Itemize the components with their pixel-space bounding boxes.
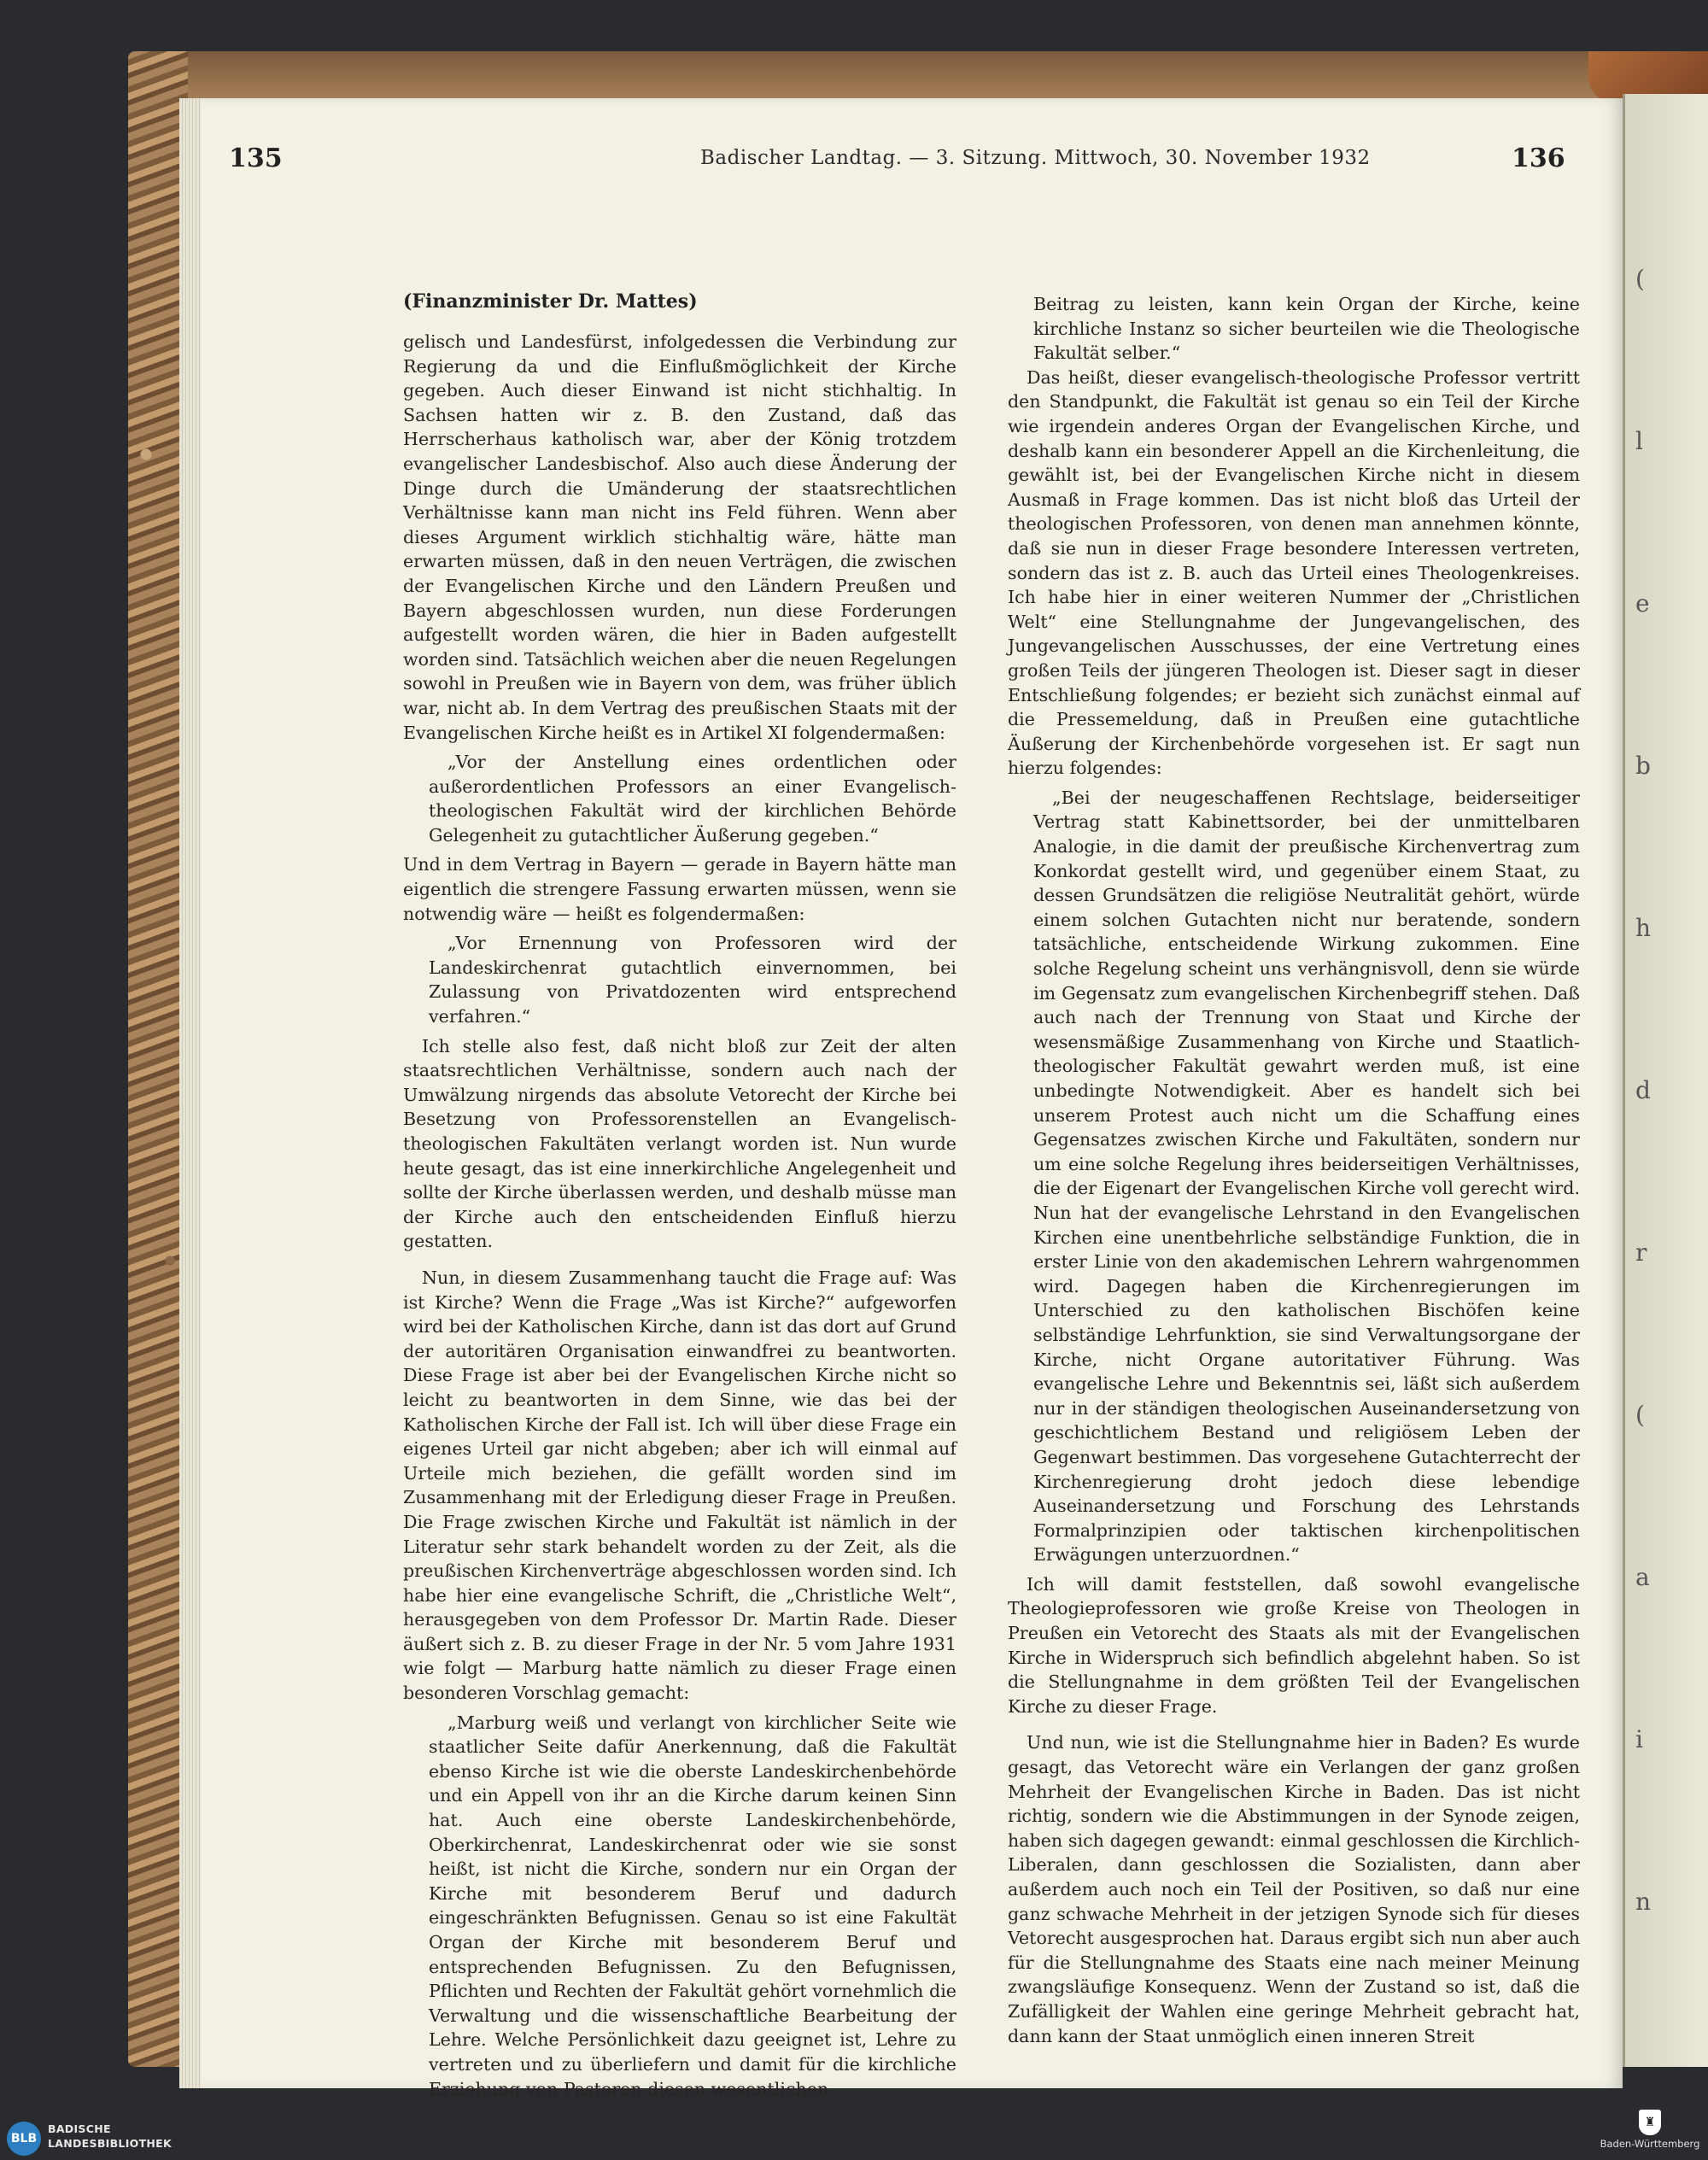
paragraph: Ich will damit feststellen, daß sowohl evangelische Theologieprofessoren wie große Kreise von Theologen in Preußen ein Vetorecht des Staats als mit der Evangelischen Kirche in Widerspruch sich befindlich abgelehnt haben. So ist die Stellungnahme in dem größten Teil der Evangelischen Kirche zu dieser Frage. bbox=[1008, 1573, 1580, 1717]
blb-name-line1: BADISCHE bbox=[48, 2122, 111, 2135]
speaker-label: (Finanzminister Dr. Mattes) bbox=[403, 290, 698, 313]
facing-page-fragment: r bbox=[1635, 1238, 1647, 1267]
quoted-paragraph: Beitrag zu leisten, kann kein Organ der Kirche, keine kirchliche Instanz so sicher beurteilen wie die Theologische Fakultät selber.“ bbox=[1033, 294, 1580, 364]
facing-page-fragment: h bbox=[1635, 914, 1652, 942]
running-head bbox=[0, 143, 1708, 178]
blb-name-line2: LANDESBIBLIOTHEK bbox=[48, 2137, 172, 2150]
paragraph: Und in dem Vertrag in Bayern — gerade in Bayern hätte man eigentlich die strengere Fassung erwarten müssen, wenn sie notwendig wäre — heißt es folgendermaßen: bbox=[403, 854, 956, 924]
facing-page-fragment: a bbox=[1635, 1563, 1650, 1591]
quoted-paragraph: „Vor der Anstellung eines ordentlichen oder außerordentlichen Professors an einer Evangelisch-theologischen Fakultät wird der kirchlichen Behörde Gelegenheit zu gutachtlicher Äußerung gegeben.“ bbox=[429, 752, 956, 846]
paragraph: Nun, in diesem Zusammenhang taucht die Frage auf: Was ist Kirche? Wenn die Frage „Was ist Kirche?“ aufgeworfen wird bei der Katholischen Kirche, dann ist das dort auf Grund der autoritären Organisation einwandfrei zu beantworten. Diese Frage ist aber bei der Evangelischen Kirche nicht so leicht zu beantworten in dem Sinne, wie das bei der Katholischen Kirche der Fall ist. Ich will über diese Frage ein eigenes Urteil gar nicht abgeben; aber ich will einmal auf Urteile mich beziehen, die gefällt worden sind im Zusammenhang mit der Erledigung dieser Frage in Preußen. Die Frage zwischen Kirche und Fakultät ist nämlich in der Literatur sehr stark behandelt worden zu der Zeit, als die preußischen Kirchenverträge abgeschlossen worden sind. Ich habe hier eine evangelische Schrift, die „Christliche Welt“, herausgegeben von dem Professor Dr. Martin Rade. Dieser äußert sich z. B. zu dieser Frage in der Nr. 5 vom Jahre 1931 wie folgt — Marburg hatte nämlich zu dieser Frage einen besonderen Vorschlag gemacht: bbox=[403, 1267, 956, 1704]
facing-page-fragment: l bbox=[1635, 427, 1643, 455]
facing-page-fragment: b bbox=[1635, 752, 1651, 780]
facing-page-fragment: e bbox=[1635, 589, 1650, 618]
right-text-column bbox=[1008, 292, 1580, 2048]
facing-page-fragment: n bbox=[1635, 1888, 1652, 1916]
facing-page-fragment: d bbox=[1635, 1076, 1651, 1104]
blb-brand bbox=[0, 2116, 256, 2160]
bw-label: Baden-Württemberg bbox=[1600, 2138, 1700, 2150]
quoted-paragraph: „Marburg weiß und verlangt von kirchlicher Seite wie staatlicher Seite dafür Anerkennung, daß die Fakultät ebenso Kirche ist wie die oberste Landeskirchenbehörde und ein Appell von ihr an die Kirche darum keinen Sinn hat. Auch eine oberste Landeskirchenbehörde, Oberkirchenrat, Landeskirchenrat oder wie sie sonst heißt, ist nicht die Kirche, sondern nur ein Organ der Kirche mit besonderem Beruf und dadurch eingeschränkten Befugnissen. Genau so ist eine Fakultät Organ der Kirche mit besonderem Beruf und entsprechenden Befugnissen. Zu den Befugnissen, Pflichten und Rechten der Fakultät gehört vornehmlich die Verwaltung und die wissenschaftliche Bearbeitung der Lehre. Welche Persönlichkeit dazu geeignet ist, Lehre zu vertreten und zu überliefern und damit für die kirchliche Erziehung von Pastoren diesen wesentlichen bbox=[429, 1712, 956, 2099]
facing-page-fragment: ( bbox=[1635, 1401, 1645, 1429]
blb-name bbox=[48, 2122, 172, 2151]
paragraph: gelisch und Landesfürst, infolgedessen die Verbindung zur Regierung da und die Einflußmöglichkeit der Kirche gegeben. Auch dieser Einwand ist nicht stichhaltig. In Sachsen hatten wir z. B. den Zustand, daß das Herrscherhaus katholisch war, aber der König trotzdem evangelischer Landesbischof. Also auch diese Änderung der Dinge durch die Umänderung der staatsrechtlichen Verhältnisse kann man nicht ins Feld führen. Wenn aber dieses Argument wirklich stichhaltig wäre, hätte man erwarten müssen, daß in den neuen Verträgen, die zwischen der Evangelischen Kirche und den Ländern Preußen und Bayern abgeschlossen wurden, nun diese Forderungen aufgestellt worden wären, die hier in Baden aufgestellt worden sind. Tatsächlich weichen aber die neuen Regelungen sowohl in Preußen wie in Bayern von dem, was früher üblich war, nicht ab. In dem Vertrag des preußischen Staats mit der Evangelischen Kirche heißt es in Artikel XI folgendermaßen: bbox=[403, 331, 956, 743]
paragraph: Das heißt, dieser evangelisch-theologische Professor vertritt den Standpunkt, die Fakultät ist genau so ein Teil der Kirche wie irgendein anderes Organ der Evangelischen Kirche, und deshalb kann ein besonderer Appell an die Kirchenleitung, die gewählt ist, bei der Evangelischen Kirche nicht in diesem Ausmaß in Frage kommen. Das ist nicht bloß das Urteil der theologischen Professoren, von denen man annehmen könnte, daß sie nun in dieser Frage besondere Interessen vertreten, sondern das ist z. B. auch das Urteil eines Theologenkreises. Ich habe hier in einer weiteren Nummer der „Christlichen Welt“ eine Stellungnahme der Jungevangelischen, des Jungevangelischen Ausschusses, der eine Vertretung eines großen Teils der jüngeren Theologen ist. Dieser sagt in dieser Entschließung folgendes; er bezieht sich zunächst einmal auf die Pressemeldung, daß in Preußen eine gutachtliche Äußerung der Kirchenbehörde vorgesehen ist. Er sagt nun hierzu folgendes: bbox=[1008, 366, 1580, 779]
page-number-right: 136 bbox=[1512, 143, 1565, 173]
page-number-left: 135 bbox=[229, 143, 283, 173]
next-page-edge bbox=[1623, 94, 1708, 2067]
running-head-title: Badischer Landtag. — 3. Sitzung. Mittwoch, 30. November 1932 bbox=[700, 147, 1371, 169]
facing-page-fragment: ( bbox=[1635, 265, 1645, 293]
left-text-column bbox=[403, 330, 956, 2106]
quoted-paragraph: „Bei der neugeschaffenen Rechtslage, beiderseitiger Vertrag statt Kabinettsorder, bei der unmittelbaren Analogie, in die damit der preußische Kirchenvertrag zum Konkordat gestellt wird, und gegenüber einem Staat, zu dessen Grundsätzen die religiöse Neutralität gehört, würde einem solchen Gutachten nicht nur beratende, sondern tatsächliche, entscheidende Wirkung zukommen. Eine solche Regelung scheint uns verhängnisvoll, denn sie würde im Gegensatz zum evangelischen Kirchenbegriff stehen. Daß auch nach der Trennung von Staat und Kirche der wesensmäßige Zusammenhang von Kirche und Staatlich-theologischer Fakultät gewahrt werden muß, ist eine unbedingte Notwendigkeit. Aber es handelt sich bei unserem Protest auch nicht um die Schaffung eines Gegensatzes zwischen Kirche und Fakultäten, sondern nur um eine solche Regelung ihres beiderseitigen Verhältnisses, die der Eigenart der Evangelischen Kirche voll gerecht wird. Nun hat der evangelische Lehrstand in den Evangelischen Kirchen eine unentbehrliche selbständige Funktion, die in erster Linie von den akademischen Lehrern wahrgenommen wird. Dagegen haben die Kirchenregierungen im Unterschied zu den katholischen Bischöfen keine selbständige Lehrfunktion, sie sind Verwaltungsorgane der Kirche, nicht Organe autoritativer Führung. Was evangelische Lehre und Bekenntnis sei, läßt sich außerdem nur in der ständigen theologischen Auseinandersetzung von geschichtlichem Bestand und religiösem Leben der Gegenwart bestimmen. Das vorgesehene Gutachterrecht der Kirchenregierung droht jedoch diese lebendige Auseinandersetzung und Forschung des Lehrstands Formalprinzipien oder taktischen kirchenpolitischen Erwägungen unterzuordnen.“ bbox=[1033, 787, 1580, 1566]
bw-brand bbox=[1599, 2110, 1701, 2157]
facing-page-fragment: i bbox=[1635, 1725, 1643, 1753]
crest-icon: ♜ bbox=[1639, 2110, 1661, 2135]
paragraph: Und nun, wie ist die Stellungnahme hier in Baden? Es wurde gesagt, das Vetorecht wäre ein Verlangen der ganz großen Mehrheit der Evangelischen Kirche in Baden. Das ist nicht richtig, sondern wie die Abstimmungen in der Synode zeigen, haben sich dagegen gewandt: einmal geschlossen die Kirchlich-Liberalen, dann geschlossen die Sozialisten, dann aber außerdem auch noch ein Teil der Positiven, so daß nur eine ganz schwache Mehrheit in der jetzigen Synode sich für dieses Vetorecht ausgesprochen hat. Daraus ergibt sich nun aber auch für die Stellungnahme des Staats eine nach meiner Meinung zwangsläufige Konsequenz. Wenn der Zustand so ist, daß die Zufälligkeit der Wahlen eine geringe Mehrheit gebracht hat, dann kann der Staat unmöglich einen inneren Streit bbox=[1008, 1732, 1580, 2046]
blb-logo: BLB bbox=[7, 2122, 41, 2156]
book-cover-top bbox=[128, 51, 1657, 102]
quoted-paragraph: „Vor Ernennung von Professoren wird der Landeskirchenrat gutachtlich einvernommen, bei Zulassung von Privatdozenten wird entsprechend verfahren.“ bbox=[429, 933, 956, 1027]
paragraph: Ich stelle also fest, daß nicht bloß zur Zeit der alten staatsrechtlichen Verhältnisse, sondern auch nach der Umwälzung nirgends das absolute Vetorecht der Kirche bei Besetzung von Professorenstellen an Evangelisch-theologischen Fakultäten verlangt worden ist. Nun wurde heute gesagt, das ist eine innerkirchliche Angelegenheit und sollte der Kirche überlassen werden, und deshalb müsse man der Kirche auch den entscheidenden Einfluß hierzu gestatten. bbox=[403, 1035, 956, 1252]
